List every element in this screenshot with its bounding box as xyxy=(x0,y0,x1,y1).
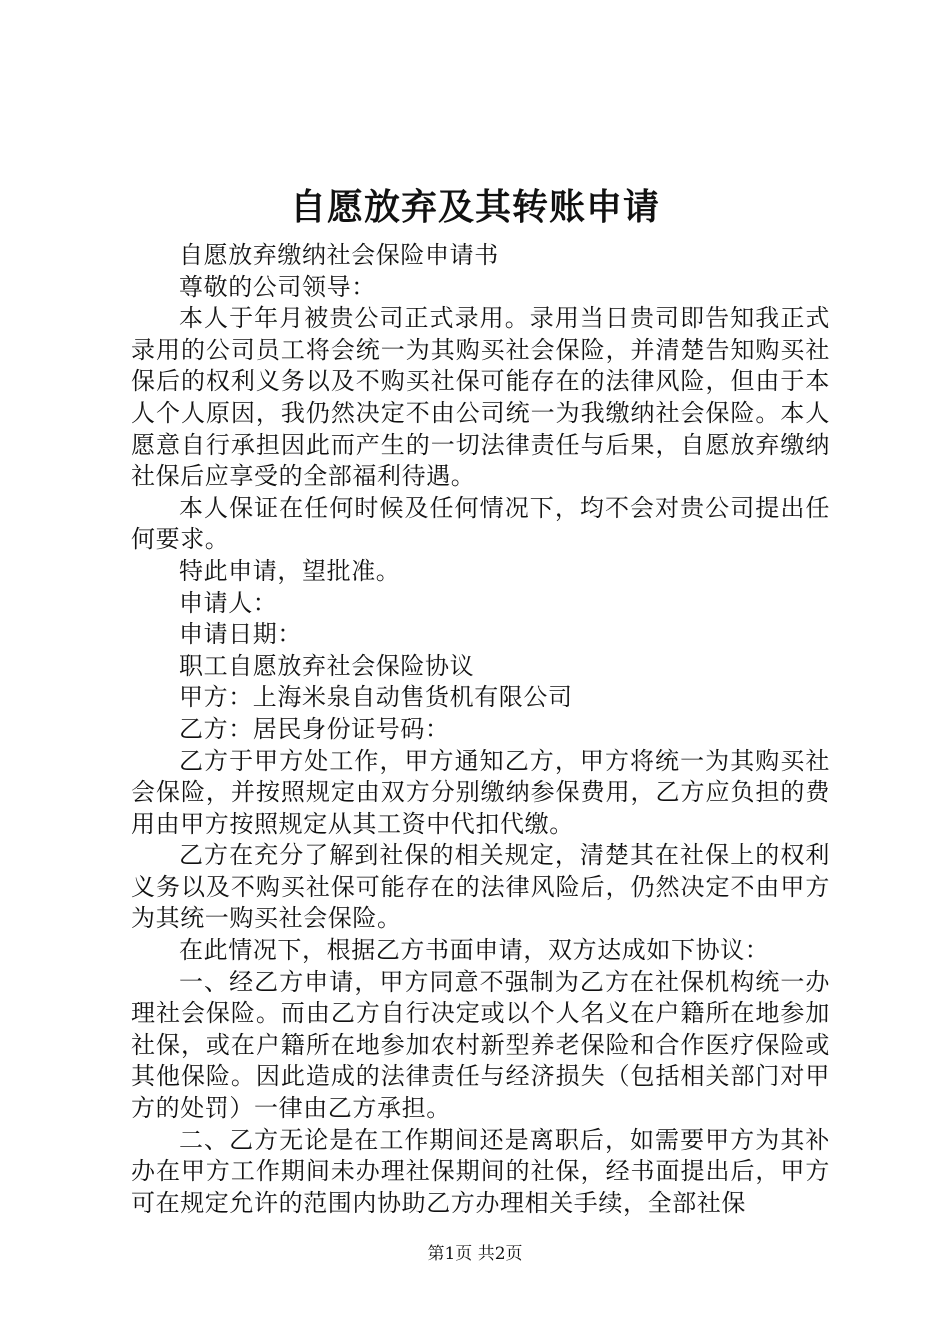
paragraph-9: 甲方：上海米泉自动售货机有限公司 xyxy=(179,683,573,712)
paragraph-12: 乙方在充分了解到社保的相关规定，清楚其在社保上的权利义务以及不购买社保可能存在的法律风险后，仍然决定不由甲方为其统一购买社会保险。 xyxy=(131,841,830,933)
paragraph-13: 在此情况下，根据乙方书面申请，双方达成如下协议： xyxy=(179,936,770,965)
paragraph-4: 本人保证在任何时候及任何情况下，均不会对贵公司提出任何要求。 xyxy=(131,493,830,554)
paragraph-5: 特此申请，望批准。 xyxy=(179,556,401,585)
document-title: 自愿放弃及其转账申请 xyxy=(289,187,660,228)
paragraph-11: 乙方于甲方处工作，甲方通知乙方，甲方将统一为其购买社会保险，并按照规定由双方分别缴纳参保费用，乙方应负担的费用由甲方按照规定从其工资中代扣代缴。 xyxy=(131,746,830,838)
paragraph-6: 申请人： xyxy=(179,588,278,617)
paragraph-3: 本人于年月被贵公司正式录用。录用当日贵司即告知我正式录用的公司员工将会统一为其购买社会保险，并清楚告知购买社保后的权利义务以及不购买社保可能存在的法律风险，但由于本人个人原因，我仍然决定不由公司统一为我缴纳社会保险。本人愿意自行承担因此而产生的一切法律责任与后果，自愿放弃缴纳社保后应享受的全部福利待遇。 xyxy=(131,304,830,491)
paragraph-8: 职工自愿放弃社会保险协议 xyxy=(179,651,475,680)
document-body xyxy=(131,240,830,1219)
paragraph-1: 自愿放弃缴纳社会保险申请书 xyxy=(179,241,499,269)
paragraph-10: 乙方：居民身份证号码： xyxy=(179,714,450,743)
paragraph-2: 尊敬的公司领导： xyxy=(179,272,376,301)
page-footer: 第1页 共2页 xyxy=(427,1244,523,1264)
paragraph-7: 申请日期： xyxy=(179,620,302,649)
paragraph-15: 二、乙方无论是在工作期间还是离职后，如需要甲方为其补办在甲方工作期间未办理社保期间的社保，经书面提出后，甲方可在规定允许的范围内协助乙方办理相关手续，全部社保 xyxy=(131,1125,830,1217)
paragraph-14: 一、经乙方申请，甲方同意不强制为乙方在社保机构统一办理社会保险。而由乙方自行决定或以个人名义在户籍所在地参加社保，或在户籍所在地参加农村新型养老保险和合作医疗保险或其他保险。因此造成的法律责任与经济损失（包括相关部门对甲方的处罚）一律由乙方承担。 xyxy=(131,967,830,1123)
